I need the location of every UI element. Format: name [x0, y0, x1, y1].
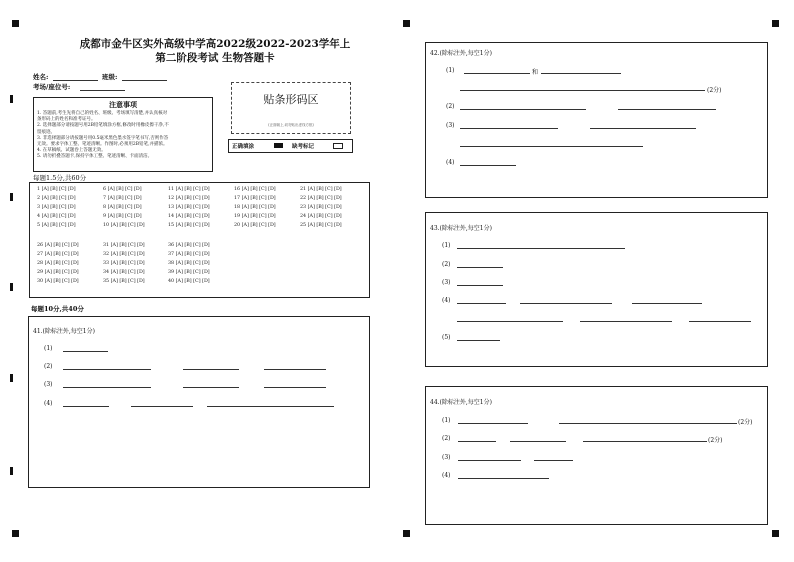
q41-blank[interactable]: [264, 387, 326, 388]
q43-item-1: (1): [442, 242, 451, 249]
corner-mark-br: [772, 530, 779, 537]
q44-blank[interactable]: [458, 478, 549, 479]
mc-question-17[interactable]: 17 [A] [B] [C] [D]: [234, 196, 276, 201]
q41-blank[interactable]: [131, 406, 193, 407]
q41-item-1: (1): [44, 345, 53, 352]
q42-blank[interactable]: [460, 109, 586, 110]
mc-question-4[interactable]: 4 [A] [B] [C] [D]: [37, 214, 76, 219]
mc-question-22[interactable]: 22 [A] [B] [C] [D]: [300, 196, 342, 201]
q43-blank[interactable]: [457, 248, 625, 249]
q41-item-3: (3): [44, 381, 53, 388]
mc-question-14[interactable]: 14 [A] [B] [C] [D]: [168, 214, 210, 219]
q41-blank[interactable]: [207, 406, 334, 407]
q41-title: 41.(除标注外,每空1分): [33, 328, 95, 335]
q42-blank[interactable]: [618, 109, 716, 110]
mc-question-35[interactable]: 35 [A] [B] [C] [D]: [103, 279, 145, 284]
mc-question-28[interactable]: 28 [A] [B] [C] [D]: [37, 261, 79, 266]
mc-box: [29, 182, 370, 298]
correct-fill-label: 正确填涂: [232, 144, 255, 150]
mc-question-29[interactable]: 29 [A] [B] [C] [D]: [37, 270, 79, 275]
corner-mark-tm: [403, 20, 410, 27]
mc-question-9[interactable]: 9 [A] [B] [C] [D]: [103, 214, 142, 219]
q43-item-4: (4): [442, 297, 451, 304]
mc-question-34[interactable]: 34 [A] [B] [C] [D]: [103, 270, 145, 275]
mc-question-19[interactable]: 19 [A] [B] [C] [D]: [234, 214, 276, 219]
q43-blank[interactable]: [457, 267, 503, 268]
q44-box: [425, 386, 768, 525]
notice-item: 5. 请勿折叠答题卡,保持字体工整、笔迹清晰、卡面清洁。: [37, 154, 153, 160]
q43-box: [425, 212, 768, 367]
q41-blank[interactable]: [63, 406, 109, 407]
mc-question-11[interactable]: 11 [A] [B] [C] [D]: [168, 187, 210, 192]
q43-blank[interactable]: [520, 303, 612, 304]
q43-blank[interactable]: [580, 321, 672, 322]
q44-score-1: (2分): [738, 419, 753, 426]
q43-item-3: (3): [442, 279, 451, 286]
mc-question-2[interactable]: 2 [A] [B] [C] [D]: [37, 196, 76, 201]
mc-question-12[interactable]: 12 [A] [B] [C] [D]: [168, 196, 210, 201]
q44-blank[interactable]: [510, 441, 566, 442]
q43-blank[interactable]: [689, 321, 751, 322]
q44-blank[interactable]: [458, 441, 496, 442]
mc-question-10[interactable]: 10 [A] [B] [C] [D]: [103, 223, 145, 228]
notice-item: 1. 答题前,考生先将自己的姓名、班级、考场填写清楚,并认真核对: [37, 111, 168, 116]
corner-mark-bl: [12, 530, 19, 537]
name-field[interactable]: [53, 80, 98, 81]
q44-item-2: (2): [442, 435, 451, 442]
q42-blank[interactable]: [460, 128, 558, 129]
q41-blank[interactable]: [63, 387, 151, 388]
class-label: 班级:: [102, 73, 118, 81]
exam-title: 第二阶段考试 生物答题卡: [155, 52, 275, 64]
notice-item: 3. 非选择题部分请按题号用0.5毫米黑色墨水签字笔书写,否则作答: [37, 135, 169, 141]
essay-header: 每题10分,共40分: [31, 305, 84, 313]
notice-title: 注意事项: [109, 100, 137, 109]
q43-blank[interactable]: [457, 340, 500, 341]
q42-blank[interactable]: [590, 128, 696, 129]
side-mark: [10, 193, 13, 201]
mc-question-26[interactable]: 26 [A] [B] [C] [D]: [37, 243, 79, 248]
q41-box: [28, 316, 370, 488]
mc-question-16[interactable]: 16 [A] [B] [C] [D]: [234, 187, 276, 192]
mc-question-27[interactable]: 27 [A] [B] [C] [D]: [37, 252, 79, 257]
q44-score-2: (2分): [708, 437, 723, 444]
school-title: 成都市金牛区实外高级中学高2022级2022-2023学年上: [79, 38, 351, 50]
absent-mark-box[interactable]: [333, 143, 343, 149]
q44-item-3: (3): [442, 454, 451, 461]
q43-blank[interactable]: [457, 285, 503, 286]
q43-item-2: (2): [442, 261, 451, 268]
q41-blank[interactable]: [264, 369, 326, 370]
q42-blank[interactable]: [460, 146, 643, 147]
q44-title: 44.(除标注外,每空1分): [430, 399, 492, 406]
q44-blank[interactable]: [458, 423, 528, 424]
q42-blank[interactable]: [541, 73, 621, 74]
mc-header: 每题1.5分,共60分: [33, 174, 87, 182]
side-mark: [10, 374, 13, 382]
side-mark: [10, 95, 13, 103]
q44-item-1: (1): [442, 417, 451, 424]
q42-blank[interactable]: [464, 73, 530, 74]
barcode-area: [231, 82, 351, 134]
notice-item: 2. 选择题部分请按题号用2B铅笔填涂方框,修改时用橡皮擦干净,不: [37, 123, 169, 129]
mc-question-23[interactable]: 23 [A] [B] [C] [D]: [300, 205, 342, 210]
q44-item-4: (4): [442, 472, 451, 479]
q43-blank[interactable]: [632, 303, 702, 304]
mc-question-13[interactable]: 13 [A] [B] [C] [D]: [168, 205, 210, 210]
name-label: 姓名:: [33, 73, 49, 81]
q41-item-2: (2): [44, 363, 53, 370]
barcode-title: 贴条形码区: [263, 93, 319, 106]
q41-blank[interactable]: [183, 369, 239, 370]
barcode-hint: (正面朝上,切勿贴出虚线方框): [268, 123, 314, 127]
q43-blank[interactable]: [457, 321, 563, 322]
mc-question-37[interactable]: 37 [A] [B] [C] [D]: [168, 252, 210, 257]
q44-blank[interactable]: [559, 423, 737, 424]
q43-title: 43.(除标注外,每空1分): [430, 225, 492, 232]
notice-item: 条形码上的姓名和准考证号。: [37, 117, 96, 123]
q42-score: (2分): [707, 87, 722, 94]
mc-question-7[interactable]: 7 [A] [B] [C] [D]: [103, 196, 142, 201]
q42-box: [425, 42, 768, 198]
mc-question-36[interactable]: 36 [A] [B] [C] [D]: [168, 243, 210, 248]
q41-blank[interactable]: [63, 369, 151, 370]
notice-item: 无效。要求字体工整、笔迹清晰。作图时,必须用2B铅笔,并描浓。: [37, 142, 168, 148]
mc-question-8[interactable]: 8 [A] [B] [C] [D]: [103, 205, 142, 210]
q42-blank[interactable]: [460, 165, 516, 166]
q42-item-1: (1): [446, 67, 455, 74]
corner-mark-bm: [403, 530, 410, 537]
mc-question-24[interactable]: 24 [A] [B] [C] [D]: [300, 214, 342, 219]
mc-question-3[interactable]: 3 [A] [B] [C] [D]: [37, 205, 76, 210]
room-field[interactable]: [80, 90, 125, 91]
mc-question-15[interactable]: 15 [A] [B] [C] [D]: [168, 223, 210, 228]
mc-question-25[interactable]: 25 [A] [B] [C] [D]: [300, 223, 342, 228]
notice-item: 4. 在草稿纸、试题卷上答题无效。: [37, 148, 106, 154]
fill-legend: [228, 139, 353, 153]
correct-fill-sample: [274, 143, 283, 148]
q42-item-4: (4): [446, 159, 455, 166]
q43-item-5: (5): [442, 334, 451, 341]
mc-question-39[interactable]: 39 [A] [B] [C] [D]: [168, 270, 210, 275]
mc-question-38[interactable]: 38 [A] [B] [C] [D]: [168, 261, 210, 266]
notice-item: 留痕迹。: [37, 129, 55, 135]
q42-item-2: (2): [446, 103, 455, 110]
mc-question-32[interactable]: 32 [A] [B] [C] [D]: [103, 252, 145, 257]
side-mark: [10, 283, 13, 291]
room-label: 考场/座位号:: [33, 83, 71, 91]
mc-question-20[interactable]: 20 [A] [B] [C] [D]: [234, 223, 276, 228]
q41-blank[interactable]: [63, 351, 108, 352]
q44-blank[interactable]: [458, 460, 521, 461]
class-field[interactable]: [122, 80, 167, 81]
q44-blank[interactable]: [583, 441, 707, 442]
q41-item-4: (4): [44, 400, 53, 407]
mc-question-6[interactable]: 6 [A] [B] [C] [D]: [103, 187, 142, 192]
notice-box: [33, 97, 213, 172]
mc-question-1[interactable]: 1 [A] [B] [C] [D]: [37, 187, 76, 192]
q42-item-3: (3): [446, 122, 455, 129]
q42-title: 42.(除标注外,每空1分): [430, 50, 492, 57]
q43-blank[interactable]: [457, 303, 506, 304]
mc-question-30[interactable]: 30 [A] [B] [C] [D]: [37, 279, 79, 284]
q44-blank[interactable]: [534, 460, 573, 461]
corner-mark-tl: [12, 20, 19, 27]
mc-question-40[interactable]: 40 [A] [B] [C] [D]: [168, 279, 210, 284]
mc-question-18[interactable]: 18 [A] [B] [C] [D]: [234, 205, 276, 210]
corner-mark-tr: [772, 20, 779, 27]
q41-blank[interactable]: [183, 387, 239, 388]
mc-question-33[interactable]: 33 [A] [B] [C] [D]: [103, 261, 145, 266]
side-mark: [10, 467, 13, 475]
q42-blank[interactable]: [460, 90, 705, 91]
mc-question-31[interactable]: 31 [A] [B] [C] [D]: [103, 243, 145, 248]
q42-he: 和: [532, 69, 539, 76]
mc-question-21[interactable]: 21 [A] [B] [C] [D]: [300, 187, 342, 192]
absent-mark-label: 缺考标记: [292, 144, 315, 150]
mc-question-5[interactable]: 5 [A] [B] [C] [D]: [37, 223, 76, 228]
